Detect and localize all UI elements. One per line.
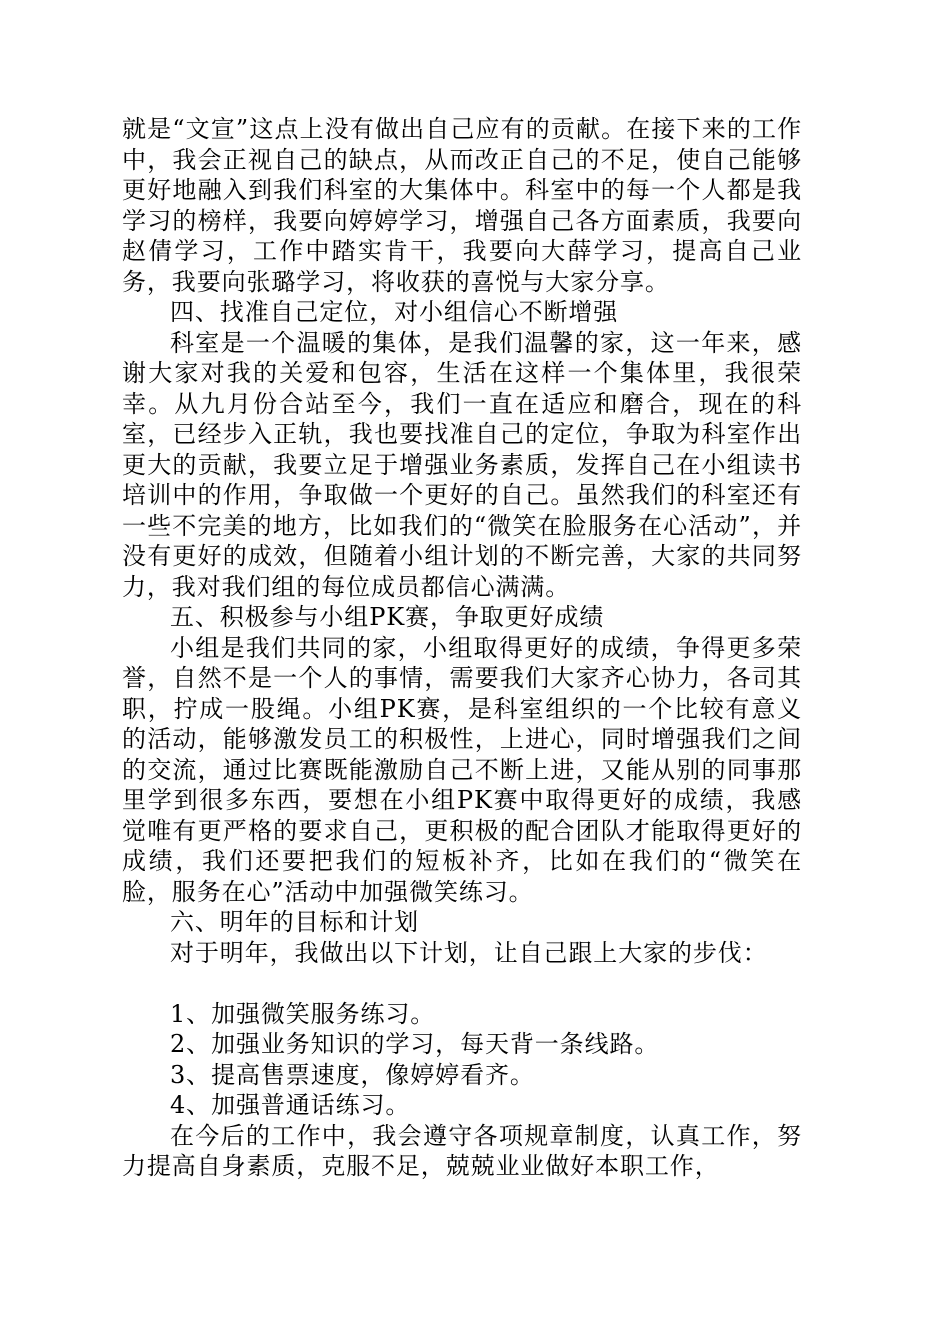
paragraph-pk-competition: 小组是我们共同的家，小组取得更好的成绩，争得更多荣誉，自然不是一个人的事情，需要我们大家齐心协力，各司其职，拧成一股绳。小组PK赛，是科室组织的一个比较有意义的活动，能够激发员工的积极性，上进心，同时增强我们之间的交流，通过比赛既能激励自己不断上进，又能从别的同事那里学到很多东西，要想在小组PK赛中取得更好的成绩，我感觉唯有更严格的要求自己，更积极的配合团队才能取得更好的成绩，我们还要把我们的短板补齐，比如在我们的“微笑在脸，服务在心”活动中加强微笑练习。 [122, 633, 802, 906]
document-body [122, 114, 802, 1182]
plan-item-2: 2、加强业务知识的学习，每天背一条线路。 [170, 1030, 660, 1058]
plan-item-1: 1、加强微笑服务练习。 [170, 999, 436, 1028]
paragraph-closing: 在今后的工作中，我会遵守各项规章制度，认真工作，努力提高自身素质，克服不足，兢兢业业做好本职工作， [122, 1121, 802, 1180]
section-heading-four: 四、找准自己定位，对小组信心不断增强 [170, 298, 619, 326]
section-heading-six: 六、明年的目标和计划 [170, 908, 419, 936]
blank-line [122, 968, 802, 999]
paragraph-contribution: 就是“文宣”这点上没有做出自己应有的贡献。在接下来的工作中，我会正视自己的缺点，从而改正自己的不足，使自己能够更好地融入到我们科室的大集体中。科室中的每一个人都是我学习的榜样，我要向婷婷学习，增强自己各方面素质，我要向赵倩学习，工作中踏实肯干，我要向大薛学习，提高自己业务，我要向张璐学习，将收获的喜悦与大家分享。 [122, 115, 802, 296]
paragraph-department: 科室是一个温暖的集体，是我们温馨的家，这一年来，感谢大家对我的关爱和包容，生活在这样一个集体里，我很荣幸。从九月份合站至今，我们一直在适应和磨合，现在的科室，已经步入正轨，我也要找准自己的定位，争取为科室作出更大的贡献，我要立足于增强业务素质，发挥自己在小组读书培训中的作用，争取做一个更好的自己。虽然我们的科室还有一些不完美的地方，比如我们的“微笑在脸服务在心活动”，并没有更好的成效，但随着小组计划的不断完善，大家的共同努力，我对我们组的每位成员都信心满满。 [122, 328, 802, 601]
plan-item-3: 3、提高售票速度，像婷婷看齐。 [170, 1060, 535, 1089]
section-heading-five: 五、积极参与小组PK赛，争取更好成绩 [170, 603, 605, 631]
plan-item-4: 4、加强普通话练习。 [170, 1091, 411, 1119]
paragraph-plan-intro: 对于明年，我做出以下计划，让自己跟上大家的步伐： [170, 938, 768, 967]
